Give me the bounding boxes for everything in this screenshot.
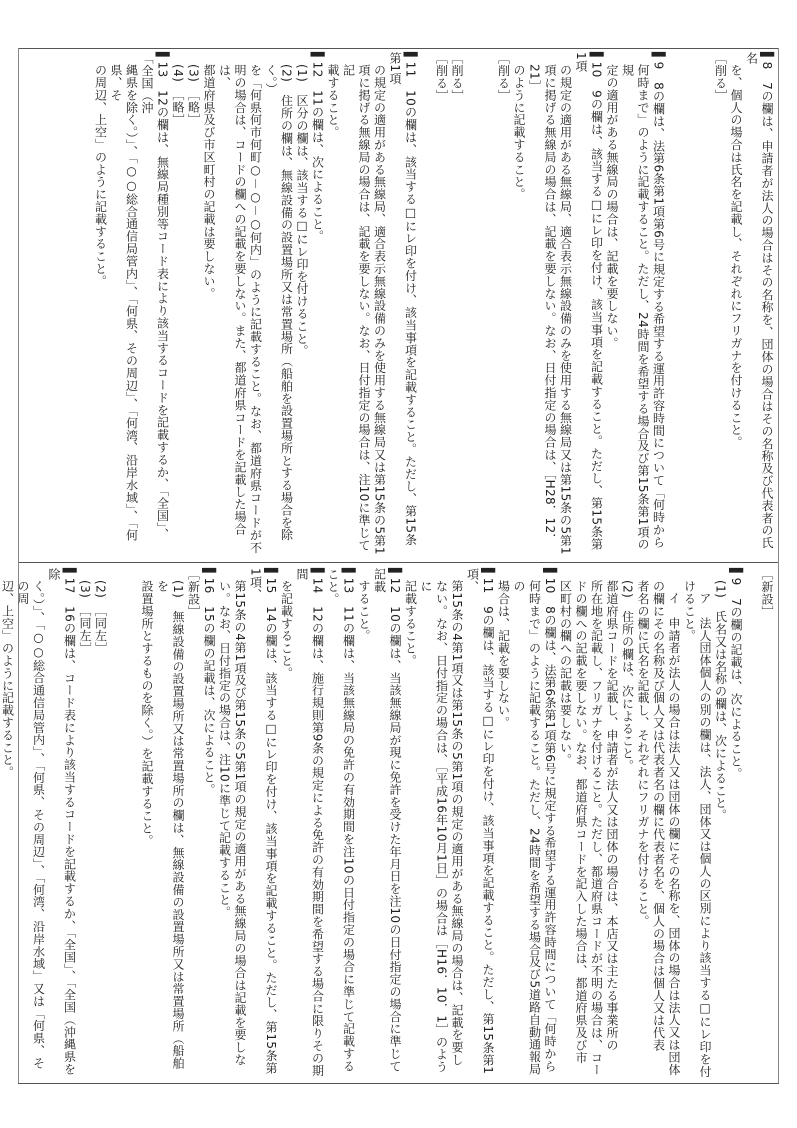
text-line: (3) ［略］ xyxy=(186,64,201,126)
text-line: 第15条の4第1項又は第15条の5第1項の規定の適用がある無線局の場合は、記載を要し xyxy=(450,580,464,1066)
text-line: を「何県何市何町○－○－○何内」のように記載すること。なお、都道府県コードが不 xyxy=(248,64,263,554)
text-line: ▌12 11の欄は、次によること。 xyxy=(310,52,325,243)
text-line xyxy=(123,568,139,1078)
text-line: ［削る］ xyxy=(496,52,511,102)
text-line xyxy=(108,568,124,1078)
text-line: 縄県を除く。）」、「○○総合通信局管内」、「何県、その周辺」、「何湾、沿岸水域」、「何県、そ xyxy=(109,64,139,542)
text-line: ▌11 10の欄は、該当する□にレ印を付け、該当事項を記載すること。ただし、第15条第1項 xyxy=(388,52,418,546)
text-line: ［削る］ xyxy=(450,52,464,102)
text-line: ▌10 8の欄は、法第6条第1項第6号に規定する希望する運用許容時間について「何時から xyxy=(543,568,557,1073)
text-line: ▌11 9の欄は、該当する□にレ印を付け、該当事項を記載すること。ただし、第15条第1項、 xyxy=(465,568,495,1075)
text-line: 第15条の4第1項及び第15条の5第1項の規定の適用がある無線局の場合は記載を要しな xyxy=(233,580,247,1066)
text-line: (2) 住所の欄は、無線設備の設置場所又は常置場所（船舶を設置場所とする場合を除く。） xyxy=(264,64,294,541)
text-line: (4) ［略］ xyxy=(171,64,185,126)
text-line xyxy=(743,568,759,1078)
text-line: 者名の欄に氏名を記載し、それぞれにフリガナを付けること。 xyxy=(636,580,650,928)
text-line xyxy=(464,52,480,558)
text-line: けること。 xyxy=(682,580,697,642)
text-line: (1) 区分の欄は、該当する□にレ印を付けること。 xyxy=(295,64,309,357)
text-line: 辺、上空」のように記載すること。 xyxy=(0,580,15,779)
text-line: イ 申請者が法人の場合は法人又は団体の欄にその名称を、団体の場合は法人又は団体 xyxy=(667,592,681,1076)
text-line: 何時まで」のように記載すること。ただし、24時間を希望する場合及び第15条第1項の規 xyxy=(620,64,650,551)
text-line: ▌17 16の欄は、コード表により該当するコードを記載するか、「全国」、「全国（沖縄県を除 xyxy=(47,568,77,1076)
text-line: 場合は、記載を要しない。 xyxy=(496,580,511,729)
text-line: ア 法人団体個人の別の欄は、法人、団体又は個人の区別により該当する□にレ印を付 xyxy=(698,592,712,1078)
text-line: ▌13 11の欄は、当該無線局の免許の有効期間を注10の日付指定の場合に準じて記載すること。 xyxy=(326,568,356,1073)
text-line: (3) ［同左］ xyxy=(78,580,92,655)
text-line: 都道府県コードを記載し、申請者が法人又は団体の場合は、本店又は主たる事業所の xyxy=(605,580,619,1052)
text-line: 項に掲げる無線局の場合は、記載を要しない。なお、日付指定の場合は、注10に準じて記 xyxy=(341,64,371,552)
text-line: 区町村の欄への記載は要しない。 xyxy=(558,580,573,766)
text-line: (1) 無線設備の設置場所又は常置場所の欄は、無線設備の設置場所又は常置場所（船舶を xyxy=(155,580,185,1070)
text-line: 載すること。 xyxy=(326,64,340,139)
text-line xyxy=(697,52,713,558)
text-line: ▌13 12の欄は、無線局種別等コード表により該当するコードを記載するか、「全国」、「全国（沖 xyxy=(140,52,170,541)
text-line: い。なお、日付指定の場合は、注10に準じて記載すること。 xyxy=(217,580,232,919)
top-border xyxy=(18,48,779,49)
text-line: ▌14 12の欄は、施行規則第9条の規定による免許の有効期間を希望する場合に限りその期間 xyxy=(295,568,325,1077)
text-line: 定の適用がある無線局の場合は、記載を要しない。 xyxy=(605,64,619,350)
text-line: ▌10 9の欄は、該当する□にレ印を付け、該当事項を記載すること。ただし、第15条第1項 xyxy=(574,52,604,551)
text-line: ［新設］ xyxy=(186,568,201,618)
text-line: のように記載すること。 xyxy=(512,64,526,201)
text-line: ▌15 14の欄は、該当する□にレ印を付け、該当事項を記載すること。ただし、第15条第1項、 xyxy=(248,568,278,1075)
text-line: 何時まで」のように記載すること。ただし、24時間を希望する場合及び5道路自動通報局の xyxy=(512,580,542,1076)
text-line: の規定の適用がある無線局、適合表示無線設備のみを使用する無線局又は第15条の5第1 xyxy=(558,64,573,555)
text-line xyxy=(681,52,697,558)
text-line: 設置場所とするものを除く。）を記載すること。 xyxy=(140,580,154,847)
text-line: ［削る］ xyxy=(713,52,728,102)
text-line: 所在地を記載し、フリガナを付けること。ただし、都道府県コードが不明の場合は、コー xyxy=(589,580,604,1076)
text-line: の周辺、上空」のように記載すること。 xyxy=(93,64,108,288)
text-line: ない。なお、日付指定の場合は、［平成16年10月1日］の場合は［H16．10．1］のように xyxy=(419,580,449,1073)
text-line: の規定の適用がある無線局、適合表示無線設備のみを使用する無線局又は第15条の5第1 xyxy=(372,64,387,555)
text-line: を、個人の場合は氏名を記載し、それぞれにフリガナを付けること。 xyxy=(729,64,743,449)
text-line: すること。 xyxy=(357,580,371,642)
text-line xyxy=(418,52,434,558)
text-line: ▌8 7の欄は、申請者が法人の場合はその名称を、団体の場合はその名称及び代表者の氏名 xyxy=(744,52,774,549)
text-line: (2) ［同左］ xyxy=(93,580,108,655)
lower-column-revised-text xyxy=(0,568,774,1078)
text-line: ［新設］ xyxy=(760,568,774,618)
text-line: ドの欄への記載を要しない。なお、都道府県コードを記入した場合は、都道府県及び市 xyxy=(574,580,588,1064)
text-line: ▌9 8の欄は、法第6条第1項第6号に規定する希望する運用許容時間について「何時から xyxy=(651,52,666,549)
upper-column-current-text xyxy=(24,52,774,558)
text-line: ［削る］ xyxy=(434,52,449,102)
text-line: 記載すること。 xyxy=(403,580,418,667)
text-line: 都道府県及び市区町村の記載は要しない。 xyxy=(202,64,216,300)
text-line: を記載すること。 xyxy=(279,580,294,680)
text-line: (2) 住所の欄は、次によること。 xyxy=(620,580,635,772)
text-line: ▌16 15の欄の記載は、次によること。 xyxy=(202,568,216,796)
text-line xyxy=(480,52,496,558)
text-line: く。）」、「○○総合通信局管内」、「何県、その周辺」、「何湾、沿岸水域」又は「何県、その周 xyxy=(16,580,46,1070)
text-line: ▌12 10の欄は、当該無線局が現に免許を受けた年月日を注10の日付指定の場合に準じて記載 xyxy=(372,568,402,1073)
bottom-border xyxy=(18,1083,779,1084)
right-border xyxy=(778,48,779,1083)
text-line: 明の場合は、コードの欄への記載を要しない。また、都道府県コードを記載した場合は、 xyxy=(217,64,247,536)
middle-divider xyxy=(18,562,779,563)
text-line: ▌9 7の欄の記載は、次によること。 xyxy=(729,568,743,780)
text-line: (1) 氏名又は名称の欄は、次によること。 xyxy=(713,580,728,822)
text-line xyxy=(666,52,682,558)
text-line: の欄にその名称及び個人又は代表者名の欄に代表者名を、個人の場合は個人又は代表 xyxy=(651,580,666,1052)
text-line: 項に掲げる無線局の場合は、記載を要しない。なお、日付指定の場合は、［H28．12．21］ xyxy=(527,64,557,546)
